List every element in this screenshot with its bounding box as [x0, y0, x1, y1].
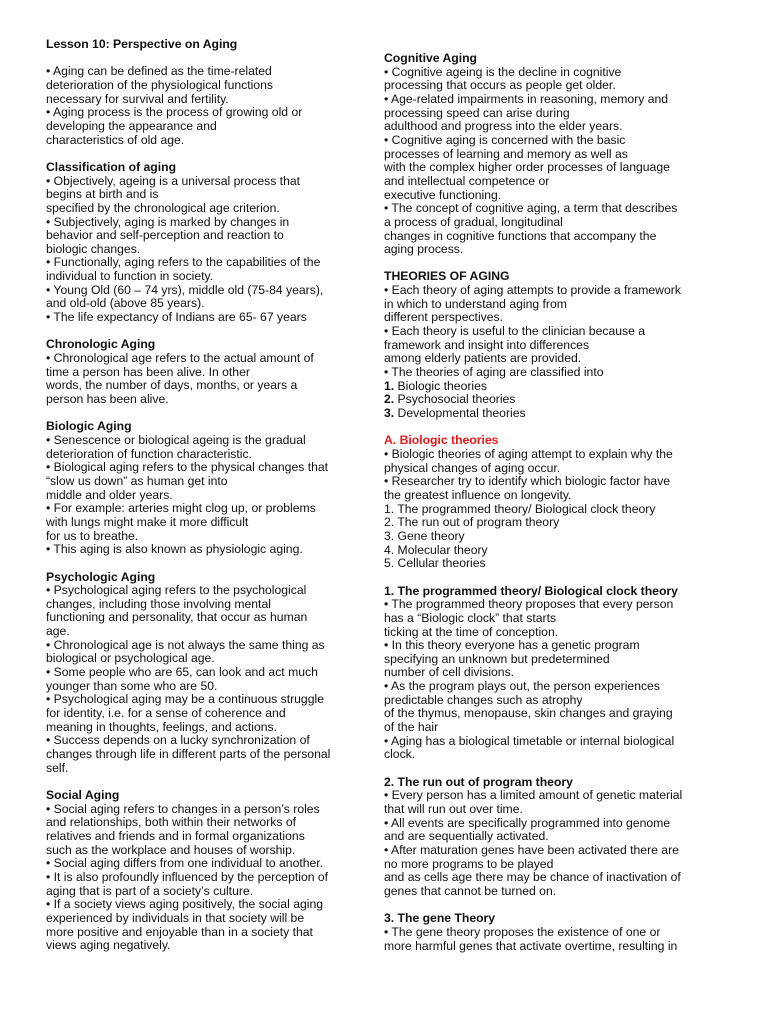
text-line: with lungs might make it more difficult — [46, 514, 249, 529]
text-line: specified by the chronological age criterion. — [46, 200, 280, 215]
text-line: changes, including those involving mental — [46, 596, 271, 611]
text-line: • Aging has a biological timetable or internal biological — [384, 733, 675, 748]
text-line: ticking at the time of conception. — [384, 624, 559, 639]
text-line: a process of gradual, longitudinal — [384, 214, 563, 229]
text-line: time a person has been alive. In other — [46, 364, 250, 379]
paragraph-gap — [384, 421, 724, 435]
text-line: • Psychological aging may be a continuous struggle — [46, 692, 324, 707]
text-line: begins at birth and is — [46, 187, 159, 202]
text-line: age. — [46, 624, 70, 639]
paragraph-gap — [46, 52, 372, 66]
text-line: aging process. — [384, 242, 464, 257]
text-line: such as the workplace and houses of worship. — [46, 842, 296, 857]
section-heading: Psychologic Aging — [46, 569, 156, 584]
text-line: • Psychological aging refers to the psychological — [46, 583, 307, 598]
text-line: processing speed can arise during — [384, 105, 570, 120]
list-label: Biologic theories — [394, 378, 487, 393]
text-line: and intellectual competence or — [384, 173, 550, 188]
list-number: 1. — [384, 378, 395, 393]
text-line: middle and older years. — [46, 487, 173, 502]
text-line: • Success depends on a lucky synchronization of — [46, 733, 310, 748]
text-line: • Researcher try to identify which biologic factor have — [384, 474, 671, 489]
text-line: • Aging can be defined as the time-related — [46, 64, 272, 79]
text-line: that will run out over time. — [384, 802, 523, 817]
text-line: • Every person has a limited amount of genetic material — [384, 788, 683, 803]
text-line: • It is also profoundly influenced by the perception of — [46, 869, 329, 884]
text-line: experienced by individuals in that society will be — [46, 910, 305, 925]
text-line: • If a society views aging positively, the social aging — [46, 897, 324, 912]
text-line: and as cells age there may be chance of inactivation of — [384, 870, 681, 885]
text-line: • The theories of aging are classified into — [384, 365, 604, 380]
text-line: • Subjectively, aging is marked by changes in — [46, 214, 290, 229]
section-heading: 1. The programmed theory/ Biological clock theory — [384, 583, 678, 598]
text-line: in which to understand aging from — [384, 296, 567, 311]
text-line — [384, 380, 724, 394]
text-line: biologic changes. — [46, 241, 141, 256]
text-line: views aging negatively. — [46, 938, 171, 953]
text-line: “slow us down” as human get into — [46, 473, 228, 488]
text-line: • Each theory is useful to the clinician because a — [384, 324, 646, 339]
text-line: functioning and personality, that occur as human — [46, 610, 308, 625]
text-line: executive functioning. — [384, 187, 502, 202]
text-line — [384, 393, 724, 407]
text-line: • The gene theory proposes the existence of one or — [384, 924, 661, 939]
text-line: more harmful genes that activate overtime, resulting in — [384, 938, 678, 953]
text-line: • As the program plays out, the person experiences — [384, 679, 660, 694]
text-line: • Objectively, ageing is a universal process that — [46, 173, 301, 188]
list-number: 2. — [384, 392, 395, 407]
section-heading: Chronologic Aging — [46, 337, 156, 352]
text-line: • Chronological age is not always the same thing as — [46, 637, 325, 652]
text-line: for identity, i.e. for a sense of coherence and — [46, 706, 286, 721]
text-line: • In this theory everyone has a genetic program — [384, 638, 640, 653]
text-line: • Senescence or biological ageing is the gradual — [46, 432, 306, 447]
text-line: more positive and enjoyable than in a society that — [46, 924, 313, 939]
list-label: Developmental theories — [394, 406, 526, 421]
text-line: specifying an unknown but predetermined — [384, 651, 610, 666]
section-heading: 3. The gene Theory — [384, 911, 496, 926]
text-line: words, the number of days, months, or years a — [46, 378, 298, 393]
text-line: • Social aging differs from one individual to another. — [46, 856, 324, 871]
section-heading: THEORIES OF AGING — [384, 269, 510, 284]
text-line: • Aging process is the process of growing old or — [46, 105, 303, 120]
text-line: the greatest influence on longevity. — [384, 487, 572, 502]
text-line: deterioration of the physiological functions — [46, 77, 273, 92]
section-heading: A. Biologic theories — [384, 433, 499, 448]
paragraph-gap — [384, 762, 724, 776]
text-line: with the complex higher order processes of language — [384, 160, 670, 175]
text-line: changes in cognitive functions that accompany the — [384, 228, 657, 243]
text-line: • Cognitive ageing is the decline in cognitive — [384, 64, 622, 79]
text-line: of the hair — [384, 720, 439, 735]
text-line: developing the appearance and — [46, 118, 217, 133]
text-line: 1. The programmed theory/ Biological clock theory — [384, 501, 656, 516]
text-line: • Chronological age refers to the actual amount of — [46, 351, 314, 366]
paragraph-gap — [384, 257, 724, 271]
list-label: Psychosocial theories — [394, 392, 516, 407]
text-line: self. — [46, 760, 69, 775]
text-line: • Social aging refers to changes in a person’s roles — [46, 801, 320, 816]
text-line: framework and insight into differences — [384, 337, 590, 352]
text-line: and are sequentially activated. — [384, 829, 549, 844]
text-line: processing that occurs as people get older. — [384, 78, 616, 93]
text-line: • Some people who are 65, can look and act much — [46, 665, 318, 680]
section-heading: Social Aging — [46, 788, 120, 802]
text-line: necessary for survival and fertility. — [46, 91, 229, 106]
text-line: meaning in thoughts, feelings, and actions. — [46, 719, 278, 734]
paragraph-gap — [46, 557, 372, 571]
section-heading: Cognitive Aging — [384, 51, 477, 65]
text-line: has a “Biologic clock” that starts — [384, 610, 557, 625]
list-number: 3. — [384, 406, 395, 421]
text-line: • Cognitive aging is concerned with the basic — [384, 132, 626, 147]
text-line: and relationships, both within their networks of — [46, 815, 296, 830]
text-line: • The life expectancy of Indians are 65- 67 years — [46, 310, 307, 325]
paragraph-gap — [46, 407, 372, 421]
text-line: deterioration of function characteristic. — [46, 446, 252, 461]
text-line: of the thymus, menopause, skin changes and graying — [384, 706, 673, 721]
text-line: no more programs to be played — [384, 856, 554, 871]
section-heading: 2. The run out of program theory — [384, 774, 573, 789]
text-line: • Biologic theories of aging attempt to explain why the — [384, 447, 673, 461]
text-line: 4. Molecular theory — [384, 542, 488, 557]
text-line: • Each theory of aging attempts to provide a framework — [384, 283, 681, 298]
text-line: individual to function in society. — [46, 269, 214, 284]
text-line: 2. The run out of program theory — [384, 515, 560, 530]
text-line: • Young Old (60 – 74 yrs), middle old (75-84 years), — [46, 282, 324, 297]
text-line: behavior and self-perception and reaction to — [46, 228, 284, 243]
text-line: • The concept of cognitive aging, a term that describes — [384, 201, 678, 216]
text-line: genes that cannot be turned on. — [384, 883, 557, 898]
text-line: aging that is part of a society’s culture. — [46, 883, 254, 898]
text-line: • All events are specifically programmed into genome — [384, 815, 671, 830]
text-line: biological or psychological age. — [46, 651, 215, 666]
paragraph-gap — [384, 571, 724, 585]
section-heading: Biologic Aging — [46, 419, 132, 434]
text-line: physical changes of aging occur. — [384, 460, 561, 475]
text-line: characteristics of old age. — [46, 132, 185, 147]
text-line: • Biological aging refers to the physical changes that — [46, 460, 329, 475]
paragraph-gap — [46, 775, 372, 789]
text-line: among elderly patients are provided. — [384, 351, 582, 366]
text-line: • The programmed theory proposes that every person — [384, 597, 674, 612]
text-line: different perspectives. — [384, 310, 504, 325]
text-line: number of cell divisions. — [384, 665, 515, 680]
paragraph-gap — [46, 147, 372, 161]
paragraph-gap — [384, 899, 724, 913]
paragraph-gap — [46, 325, 372, 339]
text-line: changes through life in different parts of the personal — [46, 747, 331, 762]
text-line: person has been alive. — [46, 392, 169, 407]
text-line: processes of learning and memory as well as — [384, 146, 628, 161]
text-line: • Functionally, aging refers to the capabilities of the — [46, 255, 321, 270]
text-line: • Age-related impairments in reasoning, memory and — [384, 91, 669, 106]
text-line: younger than some who are 50. — [46, 678, 218, 693]
section-heading: Lesson 10: Perspective on Aging — [46, 37, 238, 51]
text-line: • This aging is also known as physiologic aging. — [46, 542, 303, 557]
text-line: adulthood and progress into the elder years. — [384, 119, 623, 134]
text-line: 3. Gene theory — [384, 528, 465, 543]
text-line: relatives and friends and in formal organizations — [46, 828, 305, 843]
left-column — [46, 38, 372, 953]
text-line: clock. — [384, 747, 416, 762]
text-line: for us to breathe. — [46, 528, 139, 543]
section-heading: Classification of aging — [46, 159, 177, 174]
text-line: • After maturation genes have been activated there are — [384, 843, 679, 857]
text-line: predictable changes such as atrophy — [384, 692, 583, 707]
text-line: and old-old (above 85 years). — [46, 296, 205, 311]
text-line: 5. Cellular theories — [384, 556, 486, 571]
text-line: • For example: arteries might clog up, or problems — [46, 501, 316, 516]
text-line — [384, 407, 724, 421]
right-column — [384, 52, 724, 953]
